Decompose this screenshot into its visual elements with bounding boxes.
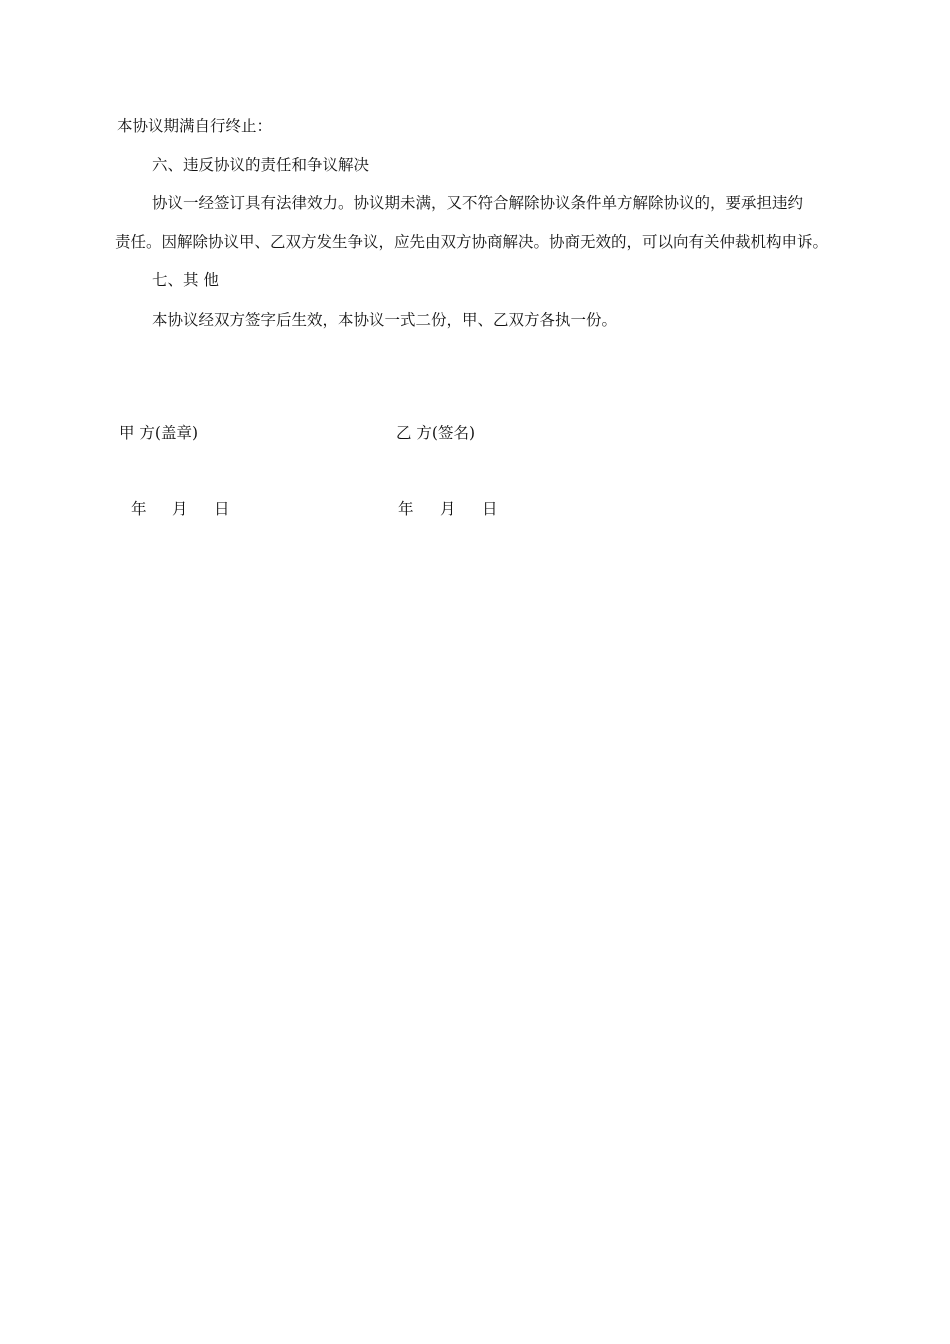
section-heading-other: 七、其 他 xyxy=(152,271,219,289)
party-a-signature-label: 甲 方(盖章) xyxy=(119,424,199,442)
party-b-date-year: 年 xyxy=(398,500,414,518)
paragraph-term-end: 本协议期满自行终止： xyxy=(117,117,273,135)
party-b-signature-label: 乙 方(签名) xyxy=(396,424,476,442)
party-b-date-day: 日 xyxy=(482,500,498,518)
paragraph-liability-line-1: 协议一经签订具有法律效力。协议期未满，又不符合解除协议条件单方解除协议的，要承担违约 xyxy=(152,194,804,212)
paragraph-liability-line-2: 责任。因解除协议甲、乙双方发生争议，应先由双方协商解决。协商无效的，可以向有关仲裁机构申诉。 xyxy=(115,233,829,251)
party-b-date-month: 月 xyxy=(440,500,456,518)
party-a-date-month: 月 xyxy=(172,500,188,518)
paragraph-effective: 本协议经双方签字后生效，本协议一式二份，甲、乙双方各执一份。 xyxy=(152,311,618,329)
party-a-date-day: 日 xyxy=(214,500,230,518)
party-a-date-year: 年 xyxy=(131,500,147,518)
section-heading-liability: 六、违反协议的责任和争议解决 xyxy=(152,156,370,174)
